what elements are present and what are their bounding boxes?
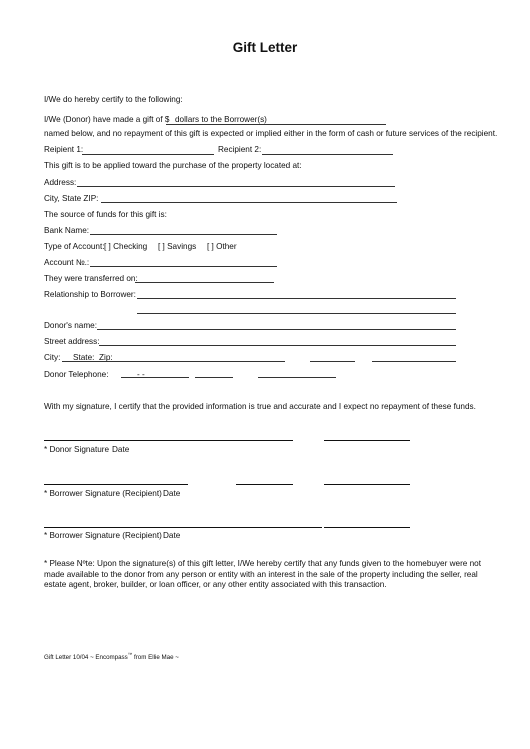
donor-telephone-line-3 (258, 377, 336, 378)
donor-name-label: Donor's name: (44, 321, 97, 330)
city-label: City: (44, 353, 61, 362)
relationship-field[interactable] (137, 298, 456, 299)
street-address-field[interactable] (99, 345, 456, 346)
recipient-1-label: Reipient 1: (44, 145, 84, 154)
account-no-label: Account №.: (44, 258, 90, 267)
street-address-label: Street address: (44, 337, 100, 346)
donor-signature-label: * Donor Signature (44, 445, 110, 454)
borrower-1-signature-line[interactable] (44, 484, 188, 485)
footer-tm: ™ (127, 651, 133, 657)
named-below-text: named below, and no repayment of this gift is expected or implied either in the form of cash or future services of the recipient. (44, 129, 498, 138)
city-state-zip-line[interactable] (62, 361, 285, 362)
recipient-2-label: Recipient 2: (218, 145, 262, 154)
relationship-label: Relationship to Borrower: (44, 290, 136, 299)
source-text: The source of funds for this gift is: (44, 210, 167, 219)
footer-right: from Ellie Mae ~ (132, 654, 179, 661)
borrower-1-signature-label: * Borrower Signature (Recipient) (44, 489, 162, 498)
footer-left: Gift Letter 10/04 ~ Encompass (44, 654, 128, 661)
account-no-field[interactable] (90, 266, 277, 267)
donor-date-line[interactable] (324, 440, 410, 441)
recipient-1-field[interactable] (82, 154, 214, 155)
purpose-text: This gift is to be applied toward the purchase of the property located at: (44, 161, 302, 170)
address-field[interactable] (77, 186, 395, 187)
relationship-field-2[interactable] (137, 313, 456, 314)
donor-signature-line[interactable] (44, 440, 293, 441)
donor-name-field[interactable] (97, 329, 456, 330)
donor-telephone-label: Donor Telephone: (44, 370, 109, 379)
bank-name-field[interactable] (90, 234, 277, 235)
footer-text (44, 653, 179, 663)
zip-label: Zip: (99, 353, 113, 362)
donor-telephone-value[interactable]: - - (137, 370, 145, 379)
city-state-zip-field[interactable] (101, 202, 397, 203)
transferred-on-label: They were transferred on: (44, 274, 138, 283)
page-title: Gift Letter (232, 40, 298, 55)
transferred-on-field[interactable] (135, 282, 274, 283)
borrower-2-date-label: Date (163, 531, 181, 540)
donor-telephone-line-2 (195, 377, 233, 378)
gift-amount-value[interactable]: dollars to the Borrower(s) (175, 115, 267, 124)
borrower-1-date-line[interactable] (324, 484, 410, 485)
donor-date-label: Date (112, 445, 130, 454)
borrower-1-date-label: Date (163, 489, 181, 498)
recipient-2-field[interactable] (262, 154, 393, 155)
certify-text: With my signature, I certify that the provided information is true and accurate and I expect no repayment of these funds. (44, 402, 476, 411)
borrower-2-signature-line[interactable] (44, 527, 188, 528)
gift-amount-line (166, 124, 386, 125)
account-type-checking[interactable]: [ ] Checking (104, 242, 148, 251)
zip-field[interactable] (372, 361, 456, 362)
account-type-savings[interactable]: [ ] Savings (158, 242, 197, 251)
intro-text: I/We do hereby certify to the following: (44, 95, 183, 104)
state-label: State: (73, 353, 95, 362)
account-type-other[interactable]: [ ] Other (207, 242, 237, 251)
borrower-2-signature-label: * Borrower Signature (Recipient) (44, 531, 162, 540)
donor-telephone-line-1 (121, 377, 189, 378)
city-state-zip-label: City, State ZIP: (44, 194, 99, 203)
account-type-label: Type of Account: (44, 242, 105, 251)
borrower-2-signature-line-2[interactable] (188, 527, 322, 528)
bank-name-label: Bank Name: (44, 226, 90, 235)
borrower-1-signature-line-2[interactable] (236, 484, 293, 485)
please-note-text: * Please Nºte: Upon the signature(s) of this gift letter, I/We hereby certify that any funds given to the homebuyer were not made available to the donor from any person or entity with an interest in the sale of the property including the seller, real estate agent, broker, builder, or loan officer, or any other entity associated with this transaction. (44, 559, 482, 590)
state-field[interactable] (310, 361, 355, 362)
borrower-2-date-line[interactable] (324, 527, 410, 528)
gift-amount-label: I/We (Donor) have made a gift of $ (44, 115, 170, 124)
address-label: Address: (44, 178, 77, 187)
